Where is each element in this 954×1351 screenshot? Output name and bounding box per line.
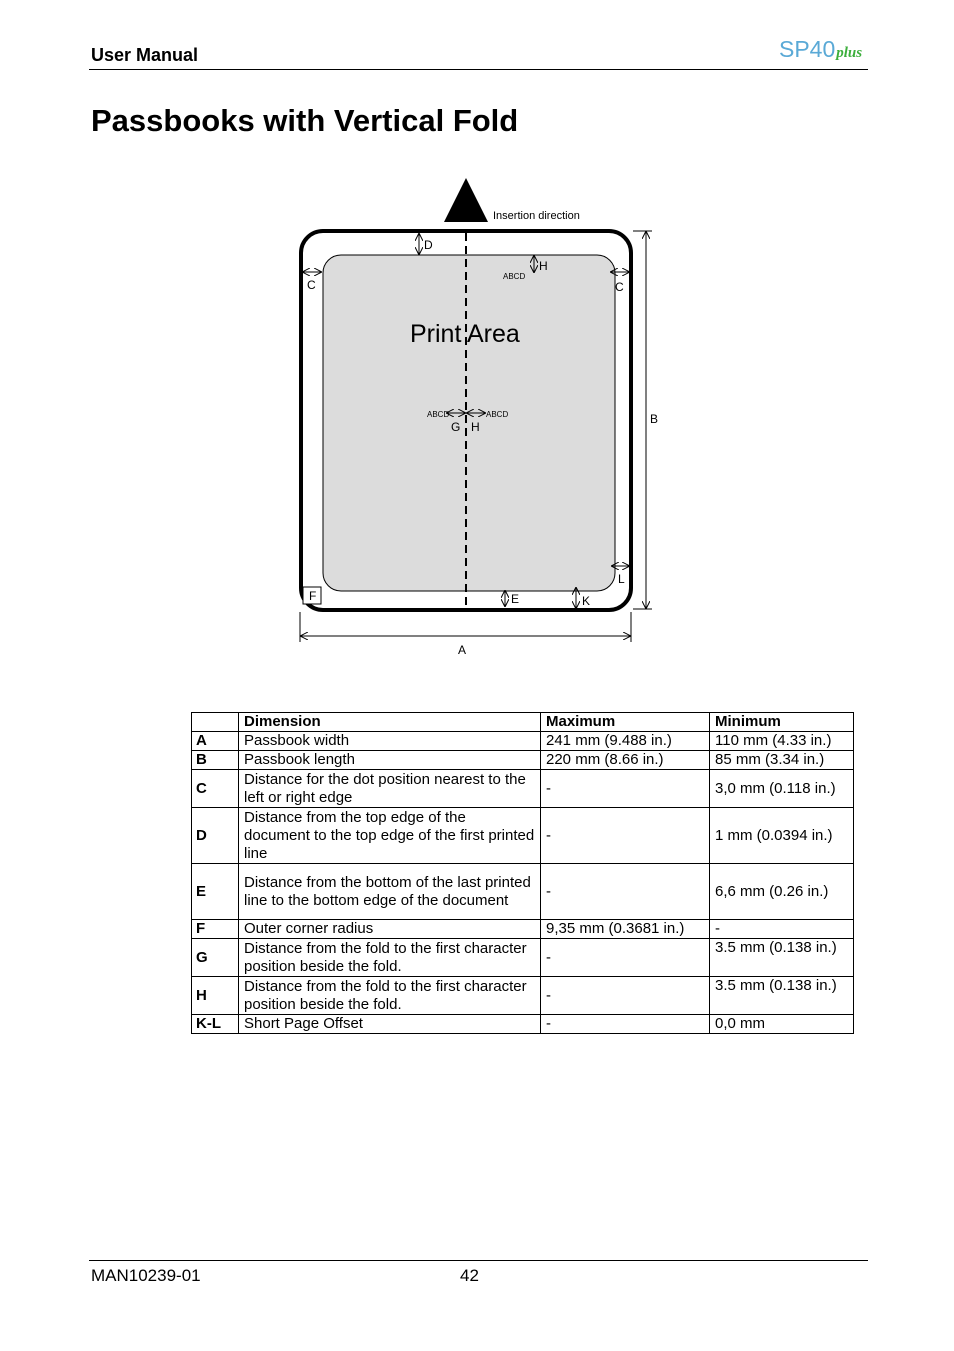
row-minimum: 1 mm (0.0394 in.) <box>710 808 854 864</box>
row-code: C <box>192 770 239 808</box>
row-maximum: 241 mm (9.488 in.) <box>541 732 710 751</box>
label-g: G <box>451 420 461 434</box>
logo-main: SP40 <box>779 36 836 62</box>
row-maximum: 220 mm (8.66 in.) <box>541 751 710 770</box>
label-h-fold: H <box>471 420 480 434</box>
table-row <box>192 770 854 808</box>
logo-suffix: plus <box>836 45 863 61</box>
label-e: E <box>511 592 520 606</box>
row-maximum: - <box>541 808 710 864</box>
dimensions-table <box>191 712 854 1034</box>
label-a: A <box>458 643 467 657</box>
sample-text-top: ABCD <box>503 272 526 281</box>
table-row <box>192 920 854 939</box>
row-code: G <box>192 939 239 977</box>
print-area-rect <box>323 255 615 591</box>
insertion-arrow-icon <box>444 178 488 222</box>
row-dimension: Distance from the top edge of the document to the top edge of the first printed line <box>239 808 541 864</box>
label-d: D <box>424 238 433 252</box>
table-row <box>192 808 854 864</box>
row-minimum: 3.5 mm (0.138 in.) <box>710 939 854 977</box>
table-row <box>192 751 854 770</box>
footer-rule <box>89 1260 868 1261</box>
table-row <box>192 864 854 920</box>
row-dimension: Passbook width <box>239 732 541 751</box>
row-code: H <box>192 977 239 1015</box>
footer-doc-number: MAN10239-01 <box>91 1266 201 1285</box>
passbook-diagram-svg <box>290 170 670 670</box>
brand-logo <box>779 36 862 63</box>
print-area-label: Print Area <box>410 320 520 348</box>
row-dimension: Distance from the fold to the first character position beside the fold. <box>239 939 541 977</box>
row-code: F <box>192 920 239 939</box>
row-code: K-L <box>192 1015 239 1034</box>
row-maximum: - <box>541 1015 710 1034</box>
row-dimension: Outer corner radius <box>239 920 541 939</box>
row-minimum: 6,6 mm (0.26 in.) <box>710 864 854 920</box>
row-code: A <box>192 732 239 751</box>
row-minimum: 0,0 mm <box>710 1015 854 1034</box>
row-maximum: 9,35 mm (0.3681 in.) <box>541 920 710 939</box>
label-h-top: H <box>539 259 548 273</box>
row-maximum: - <box>541 939 710 977</box>
row-minimum: 110 mm (4.33 in.) <box>710 732 854 751</box>
row-minimum: 3,0 mm (0.118 in.) <box>710 770 854 808</box>
header-code <box>192 713 239 732</box>
table-header-row <box>192 713 854 732</box>
label-c-left: C <box>307 278 316 292</box>
row-minimum: 3.5 mm (0.138 in.) <box>710 977 854 1015</box>
row-minimum: 85 mm (3.34 in.) <box>710 751 854 770</box>
header-dimension: Dimension <box>239 713 541 732</box>
row-dimension: Short Page Offset <box>239 1015 541 1034</box>
label-b: B <box>650 412 659 426</box>
insertion-direction-label: Insertion direction <box>493 210 580 222</box>
table-row <box>192 977 854 1015</box>
row-minimum: - <box>710 920 854 939</box>
sample-text-left-of-fold: ABCD <box>427 410 450 419</box>
passbook-diagram <box>290 170 670 675</box>
footer-page-number: 42 <box>460 1266 479 1285</box>
page-title: Passbooks with Vertical Fold <box>91 103 519 138</box>
header-rule <box>89 69 868 70</box>
header-title: User Manual <box>91 45 199 65</box>
row-dimension: Distance for the dot position nearest to the left or right edge <box>239 770 541 808</box>
row-maximum: - <box>541 977 710 1015</box>
row-code: B <box>192 751 239 770</box>
row-code: D <box>192 808 239 864</box>
header-minimum: Minimum <box>710 713 854 732</box>
table-row <box>192 732 854 751</box>
label-c-right: C <box>615 280 624 294</box>
row-maximum: - <box>541 864 710 920</box>
label-k: K <box>582 594 591 608</box>
header-maximum: Maximum <box>541 713 710 732</box>
row-code: E <box>192 864 239 920</box>
label-l: L <box>618 572 625 586</box>
table-row <box>192 939 854 977</box>
row-dimension: Distance from the bottom of the last printed line to the bottom edge of the document <box>239 864 541 920</box>
table-row <box>192 1015 854 1034</box>
row-dimension: Distance from the fold to the first character position beside the fold. <box>239 977 541 1015</box>
row-maximum: - <box>541 770 710 808</box>
label-f: F <box>309 589 317 603</box>
sample-text-right-of-fold: ABCD <box>486 410 509 419</box>
row-dimension: Passbook length <box>239 751 541 770</box>
